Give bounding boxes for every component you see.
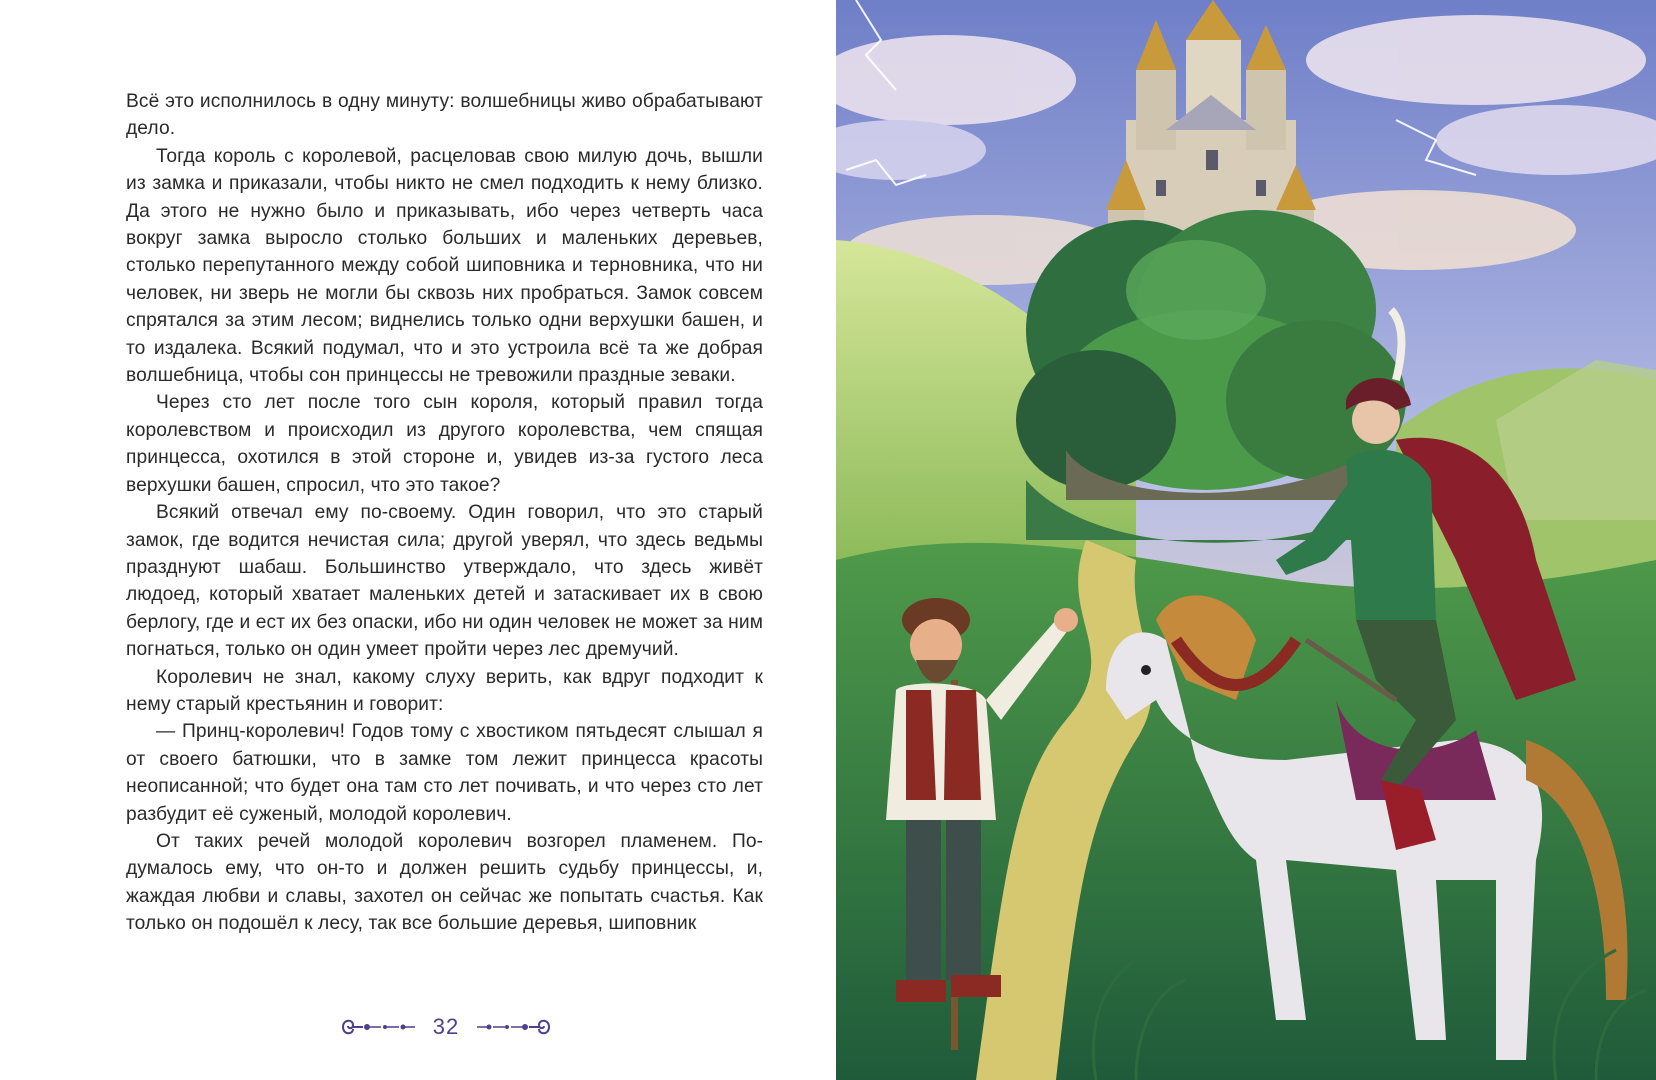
page-footer (336, 1012, 556, 1042)
paragraph-3: Через сто лет после того сын короля, который правил тогда королевством и происходил из другого королевства, чем спящая принцесса, охотился в этой стороне и, увидев из-за густого леса верхушки башен, спросил, что это такое? (126, 392, 763, 496)
paragraph-6: — Принц-королевич! Годов тому с хвостиком пятьдесят слышал я от своего батюшки, что в замке том лежит принцесса красоты неописанной; что будет она там сто лет почивать, и что через сто лет разбудит её суженый, молодой королевич. (126, 721, 763, 825)
illustration-page (836, 0, 1656, 1080)
right-ornament-icon (473, 1015, 553, 1039)
paragraph-1: Всё это исполнилось в одну минуту: волшебницы живо обрабатывают дело. (126, 91, 763, 140)
paragraph-2: Тогда король с королевой, расцеловав свою милую дочь, вышли из замка и приказали, чтобы никто не смел подходить к нему близко. Да этого не нужно было и приказывать, ибо через четверть часа вокруг замка выросло столько больших и маленьких деревьев, столько перепутанного между собой шиповника и терновника, что ни человек, ни зверь не могли бы сквозь них пробраться. Замок совсем спрятался за этим лесом; виднелись только одни верхушки башен, и то издалека. Всякий подумал, что и это устроила всё та же добрая волшебница, чтобы сон принцессы не тревожили праздные зеваки. (126, 145, 763, 387)
paragraph-5: Королевич не знал, какому слуху верить, как вдруг подходит к нему старый крестьянин и говорит: (126, 666, 763, 715)
castle-prince-illustration (836, 0, 1656, 1080)
body-text (126, 88, 763, 938)
page-number: 32 (432, 1014, 460, 1039)
paragraph-4: Всякий отвечал ему по-своему. Один говорил, что это старый замок, где водится нечистая сила; другой уверял, что здесь ведьмы празднуют шабаш. Большинство утверждало, что здесь живёт людоед, который хватает маленьких детей и затаскивает их в свою берлогу, где и ест их без опаски, ибо ни один человек не может за ним погнаться, только он один умеет пройти через лес дремучий. (126, 502, 763, 661)
paragraph-7: От таких речей молодой королевич возгорел пламенем. Подумалось ему, что он-то и должен решить судьбу принцессы, и, жаждая любви и славы, захотел он сейчас же попытать счастья. Как только он подошёл к лесу, так все большие деревья, шиповник (126, 830, 763, 935)
left-ornament-icon (339, 1015, 419, 1039)
